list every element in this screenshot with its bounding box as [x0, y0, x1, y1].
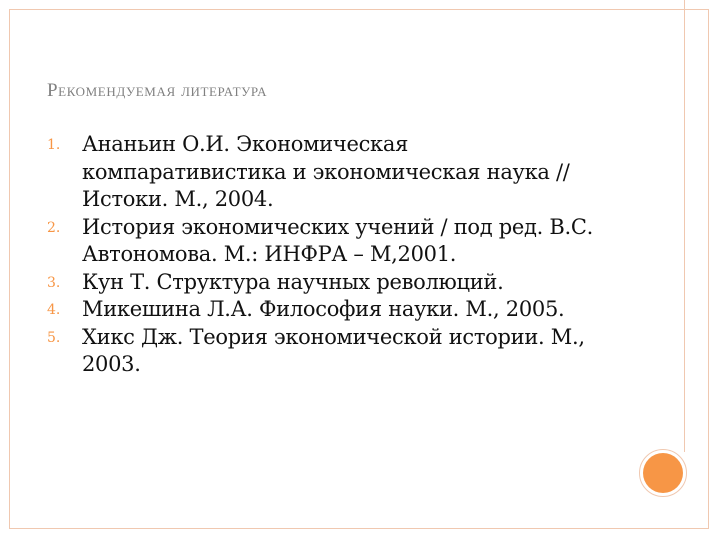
list-item — [47, 131, 647, 214]
decorative-orange-circle — [643, 453, 683, 493]
reference-line: Кун Т. Структура научных революций. — [82, 269, 504, 294]
reference-line: История экономических учений / под ред. В.С. — [82, 214, 594, 239]
reference-line: Истоки. М., 2004. — [82, 187, 274, 211]
reference-list — [47, 131, 647, 379]
reference-line: Автономова. М.: ИНФРА – М,2001. — [82, 242, 457, 266]
reference-text — [82, 296, 647, 324]
list-item — [47, 296, 647, 324]
slide-title: Рекомендуемая литература — [47, 80, 268, 101]
reference-text — [82, 324, 647, 379]
list-number: 2. — [47, 219, 61, 236]
list-item — [47, 214, 647, 269]
list-number: 5. — [47, 329, 61, 346]
reference-line: Хикс Дж. Теория экономической истории. М., — [82, 324, 585, 349]
list-number: 4. — [47, 302, 61, 318]
reference-line: компаративистика и экономическая наука // — [82, 159, 570, 184]
reference-line: 2003. — [82, 352, 141, 376]
reference-line: Микешина Л.А. Философия науки. М., 2005. — [82, 297, 565, 321]
reference-text — [82, 269, 647, 297]
list-item — [47, 324, 647, 379]
decorative-vertical-line — [684, 0, 685, 452]
list-number: 3. — [47, 274, 61, 291]
reference-line: Ананьин О.И. Экономическая — [82, 132, 409, 156]
list-number: 1. — [47, 137, 61, 153]
reference-text — [82, 214, 647, 269]
reference-text — [82, 131, 647, 214]
list-item — [47, 269, 647, 297]
